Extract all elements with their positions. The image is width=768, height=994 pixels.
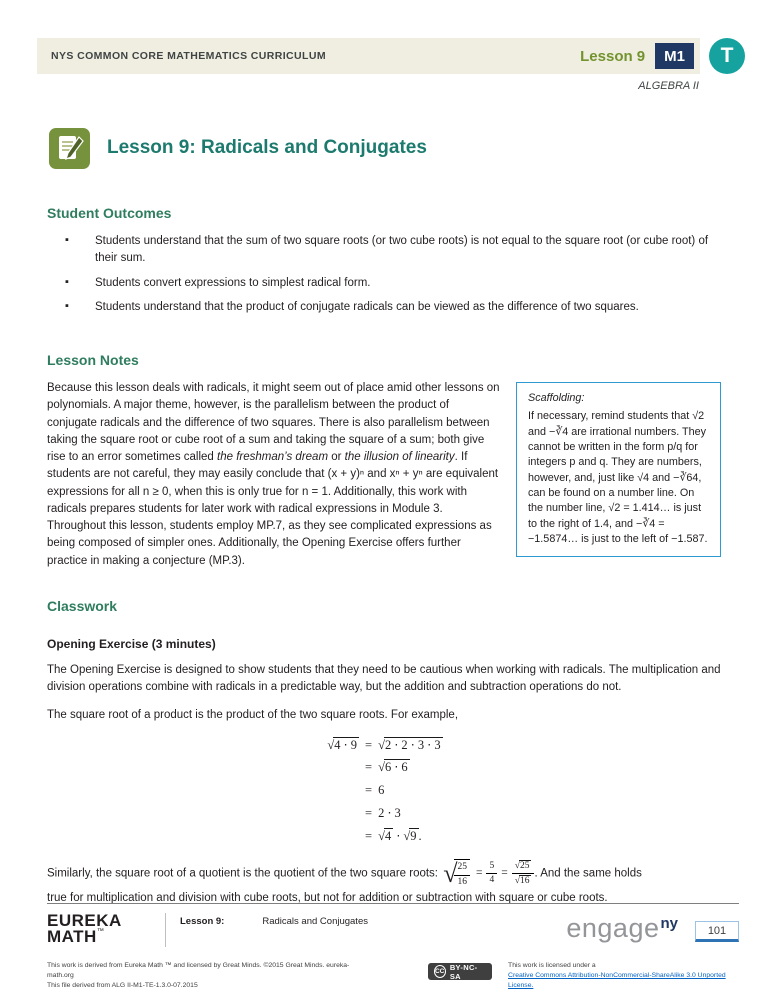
radicand: 2 ⋅ 2 ⋅ 3 ⋅ 3: [384, 737, 441, 752]
radicand: 16: [519, 876, 530, 887]
quotient-intro: Similarly, the square root of a quotient is the quotient of the two square roots:: [47, 867, 442, 880]
equation-lhs: [327, 827, 359, 846]
page-number: 101: [695, 921, 739, 942]
title-row: [49, 128, 723, 169]
period: .: [418, 828, 422, 843]
scaffolding-body: If necessary, remind students that √2 and −∛4 are irrational numbers. They cannot be written in the form p/q for integers p and q. They are numbers, however, and, just like √4 and −∛64, can be found on a number line. On the number line, √2 = 1.414… is just to the right of 1.4, and −∛4 = −1.5874… is just to the left of −1.587.: [528, 410, 708, 545]
subject-label: ALGEBRA II: [638, 80, 699, 92]
fraction: [486, 861, 497, 887]
fraction-denominator: [512, 874, 535, 887]
page-header: [37, 38, 745, 74]
radicand: 25: [519, 860, 530, 871]
notes-text: Because this lesson deals with radicals, it might seem out of place amid other lessons on polynomials. A major theme, however, is the parallelism between the product of conjugate radicals and the difference of two squares. There is also parallelism between taking the square root or cube root of a sum and taking the square of a sum; both give rise to an error sometimes called: [47, 382, 500, 463]
license-pre-text: This work is licensed under a: [508, 962, 596, 969]
lesson-notes-heading: Lesson Notes: [47, 352, 139, 368]
eureka-math-logo: [47, 913, 165, 945]
equation-lhs: [327, 781, 359, 800]
notes-text: . If students are not careful, they may easily conclude that (x + y)ⁿ and xⁿ + yⁿ are equivalent expressions for all n ≥ 0, when this is only true for n = 1. Additionally, this work with radicals prepares students for later work with radical expressions in Module 3. Throughout this lesson, students employ MP.7, as they see complicated expressions as being composed of simpler ones. Additionally, the Opening Exercise offers further practice in making a conjecture (MP.3).: [47, 451, 499, 567]
classwork-heading: Classwork: [47, 597, 118, 614]
engage-logo-word: engage: [566, 913, 660, 943]
header-lesson-label: Lesson 9: [580, 47, 646, 65]
cc-icon: CC: [434, 965, 446, 978]
classwork-paragraph: The square root of a product is the product of the two square roots. For example,: [47, 709, 459, 722]
scaffolding-title: Scaffolding:: [528, 392, 585, 404]
notes-italic-phrase: the illusion of linearity: [344, 451, 455, 463]
radicand: 4 ⋅ 9: [334, 737, 357, 752]
footer-vertical-divider: [165, 913, 166, 947]
module-badge: M1: [655, 43, 694, 69]
equation-lhs: [327, 758, 359, 777]
fraction: [512, 860, 535, 888]
quotient-paragraph-line2: true for multiplication and division with cube roots, but not for addition or subtraction with square or cube roots.: [47, 892, 608, 905]
fraction-numerator: [512, 860, 535, 874]
equals-sign: =: [365, 737, 373, 752]
equals-sign: =: [365, 760, 373, 775]
equation-lhs: [327, 804, 359, 823]
equals-sign: =: [365, 828, 373, 843]
equals-sign: =: [365, 783, 373, 797]
equation-lhs: [327, 736, 359, 755]
footer-divider-line: [47, 903, 739, 904]
radicand: 4: [384, 828, 392, 843]
teacher-edition-badge: T: [709, 38, 745, 74]
header-bar: [37, 38, 700, 74]
copyright-line1: This work is derived from Eureka Math ™ and licensed by Great Minds. ©2015 Great Minds. eureka-math.org: [47, 962, 350, 980]
eureka-logo-math: MATH: [47, 927, 97, 947]
main-content: [47, 122, 723, 918]
license-text: [508, 961, 739, 992]
sqrt-sign: √: [403, 828, 411, 843]
footer-row: [47, 913, 739, 947]
eureka-logo-line1: EUREKA: [47, 911, 122, 930]
equals-sign: =: [501, 867, 508, 880]
classwork-paragraph: The Opening Exercise is designed to show students that they need to be cautious when working with radicals. The multiplication and division operations combine with radicals in a predictable way, but the addition and subtraction operations do not.: [47, 663, 721, 693]
footer-lesson-label: Lesson 9:: [180, 916, 225, 927]
sqrt-sign: √: [378, 737, 385, 752]
quotient-paragraph: [47, 859, 723, 888]
quotient-outro: . And the same holds: [534, 867, 642, 880]
radicand: 9: [410, 828, 417, 843]
copyright-line2: This file derived from ALG II-M1-TE-1.3.0-07.2015: [47, 982, 198, 990]
cc-license-badge: [428, 963, 493, 980]
footer-lesson-title: Radicals and Conjugates: [262, 916, 368, 927]
scaffolding-box: [516, 382, 721, 557]
sqrt-sign: √: [327, 737, 335, 752]
lesson-notes-section: [47, 380, 723, 570]
fraction-denominator: 4: [489, 875, 495, 886]
sqrt-sign: √: [443, 858, 458, 888]
sqrt-sign: √: [514, 860, 520, 871]
sqrt-sign: √: [514, 876, 520, 887]
engage-logo-ny: ny: [660, 915, 678, 932]
sqrt-sign: √: [378, 760, 385, 775]
outcome-item: ▪ Students convert expressions to simplest radical form.: [65, 275, 723, 292]
sqrt-fraction: [443, 859, 470, 888]
equals-sign: =: [475, 867, 483, 880]
sqrt-sign: √: [378, 828, 385, 843]
student-outcomes-list: [47, 233, 723, 316]
notes-italic-phrase: the freshman’s dream: [217, 451, 329, 463]
radicand: 6 ⋅ 6: [384, 760, 408, 775]
eureka-logo-line2: [47, 929, 165, 945]
equation-rhs: [378, 758, 443, 777]
outcome-item: ▪ Students understand that the sum of two square roots (or two cube roots) is not equal to the square root (or cube root) of their sum.: [65, 233, 723, 268]
student-outcomes-heading: Student Outcomes: [47, 205, 172, 221]
notes-text: or: [328, 451, 345, 463]
footer-lesson-info: [180, 913, 368, 927]
page-footer: [47, 903, 739, 992]
copyright-text: [47, 961, 358, 992]
fraction-numerator: 25: [454, 862, 470, 875]
equation-rhs: [378, 827, 443, 846]
opening-exercise-heading: Opening Exercise (3 minutes): [47, 636, 216, 651]
equals-sign: =: [365, 805, 373, 820]
engage-ny-logo: [566, 913, 677, 944]
fraction: [454, 859, 470, 888]
equation-rhs: [378, 736, 443, 755]
page-title: Lesson 9: Radicals and Conjugates: [107, 137, 427, 159]
outcome-item: ▪ Students understand that the product of conjugate radicals can be viewed as the difference of two squares.: [65, 299, 723, 316]
equation-block: [47, 736, 723, 846]
header-right: [580, 38, 694, 74]
lesson-pencil-icon: [49, 128, 90, 169]
curriculum-label: NYS COMMON CORE MATHEMATICS CURRICULUM: [51, 50, 326, 62]
fraction-numerator: 5: [486, 861, 497, 874]
equation-rhs: 6: [378, 783, 385, 797]
equation-rhs: 2 ⋅ 3: [378, 805, 401, 820]
dot-operator: ⋅: [396, 828, 401, 843]
trademark-symbol: ™: [96, 928, 105, 936]
cc-license-type: BY-NC-SA: [449, 962, 478, 981]
fraction-denominator: 16: [457, 876, 467, 887]
license-link[interactable]: Creative Commons Attribution-NonCommercial-ShareAlike 3.0 Unported License.: [508, 972, 726, 990]
fineprint-row: [47, 961, 739, 992]
